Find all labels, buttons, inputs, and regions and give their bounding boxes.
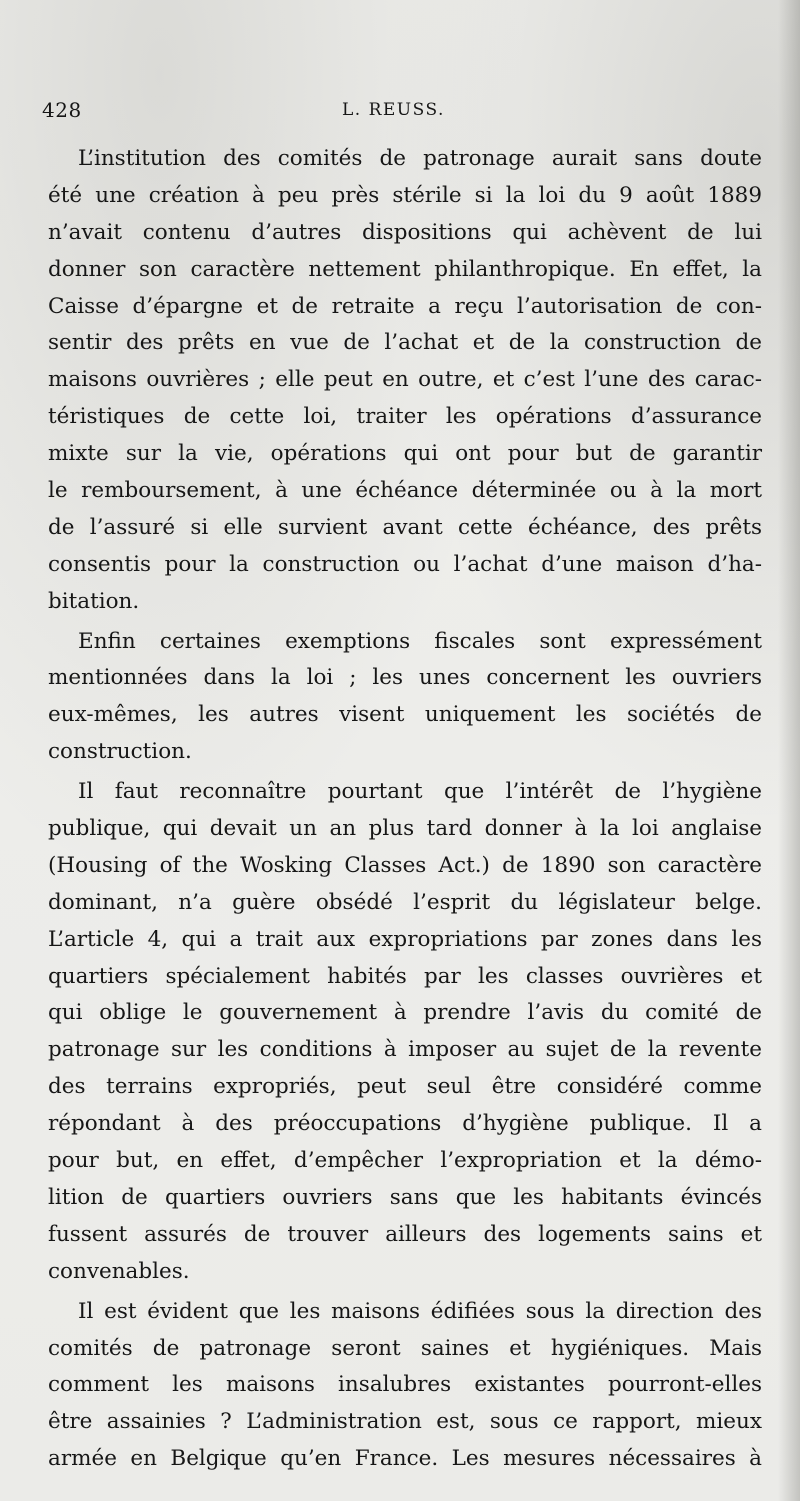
- text-line: été une création à peu près stérile si la loi du 9 août 1889: [48, 182, 762, 208]
- text-line: mentionnées dans la loi ; les unes concernent les ouvriers: [48, 665, 762, 691]
- text-line: répondant à des préoccupations d’hygiène publique. Il a: [48, 1111, 762, 1137]
- text-line: dominant, n’a guère obsédé l’esprit du législateur belge.: [48, 889, 762, 915]
- text-line: Il est évident que les maisons édifiées sous la direction des: [78, 1298, 762, 1324]
- text-line: pour but, en effet, d’empêcher l’expropriation et la démo-: [48, 1148, 762, 1174]
- running-head: L. REUSS.: [342, 100, 445, 120]
- text-line: des terrains expropriés, peut seul être considéré comme: [48, 1074, 762, 1100]
- text-line: armée en Belgique qu’en France. Les mesures nécessaires à: [48, 1446, 762, 1472]
- text-line: L’institution des comités de patronage aurait sans doute: [78, 146, 762, 171]
- paragraph: [48, 774, 762, 1290]
- page-header: [42, 98, 762, 128]
- text-line: construction.: [48, 739, 192, 765]
- text-line: patronage sur les conditions à imposer au sujet de la revente: [48, 1037, 762, 1063]
- text-line: maisons ouvrières ; elle peut en outre, et c’est l’une des carac-: [48, 367, 762, 393]
- text-line: n’avait contenu d’autres dispositions qui achèvent de lui: [48, 219, 762, 245]
- text-line: publique, qui devait un an plus tard donner à la loi anglaise: [48, 816, 762, 842]
- text-line: mixte sur la vie, opérations qui ont pour but de garantir: [48, 441, 762, 467]
- text-line: L’article 4, qui a trait aux expropriations par zones dans les: [48, 926, 762, 952]
- page-edge-shadow: [778, 0, 800, 1501]
- text-line: comités de patronage seront saines et hygiéniques. Mais: [48, 1335, 762, 1361]
- text-line: quartiers spécialement habités par les classes ouvrières et: [48, 963, 762, 989]
- text-line: Il faut reconnaître pourtant que l’intérêt de l’hygiène: [78, 779, 762, 805]
- text-line: eux-mêmes, les autres visent uniquement les sociétés de: [48, 702, 762, 728]
- text-line: être assainies ? L’administration est, sous ce rapport, mieux: [48, 1409, 762, 1435]
- text-line: de l’assuré si elle survient avant cette échéance, des prêts: [48, 514, 762, 540]
- text-line: bitation.: [48, 588, 140, 614]
- text-line: convenables.: [48, 1258, 190, 1284]
- text-line: fussent assurés de trouver ailleurs des logements sains et: [48, 1221, 762, 1247]
- text-line: donner son caractère nettement philanthropique. En effet, la: [48, 256, 762, 282]
- paragraph: [48, 1294, 762, 1478]
- text-line: Enfin certaines exemptions fiscales sont expressément: [78, 628, 762, 654]
- text-line: téristiques de cette loi, traiter les opérations d’assurance: [48, 404, 762, 430]
- text-line: consentis pour la construction ou l’achat d’une maison d’ha-: [48, 551, 762, 577]
- body-text: [48, 141, 762, 1478]
- text-line: sentir des prêts en vue de l’achat et de la construction de: [48, 330, 762, 356]
- text-line: comment les maisons insalubres existantes pourront-elles: [48, 1372, 762, 1398]
- text-line: (Housing of the Wosking Classes Act.) de 1890 son caractère: [48, 852, 762, 878]
- page-number: 428: [42, 98, 82, 122]
- text-line: lition de quartiers ouvriers sans que les habitants évincés: [48, 1184, 762, 1210]
- paragraph: [48, 141, 762, 621]
- text-line: le remboursement, à une échéance déterminée ou à la mort: [48, 478, 762, 504]
- paragraph: [48, 624, 762, 772]
- text-line: qui oblige le gouvernement à prendre l’avis du comité de: [48, 1000, 762, 1026]
- text-line: Caisse d’épargne et de retraite a reçu l’autorisation de con-: [48, 293, 762, 319]
